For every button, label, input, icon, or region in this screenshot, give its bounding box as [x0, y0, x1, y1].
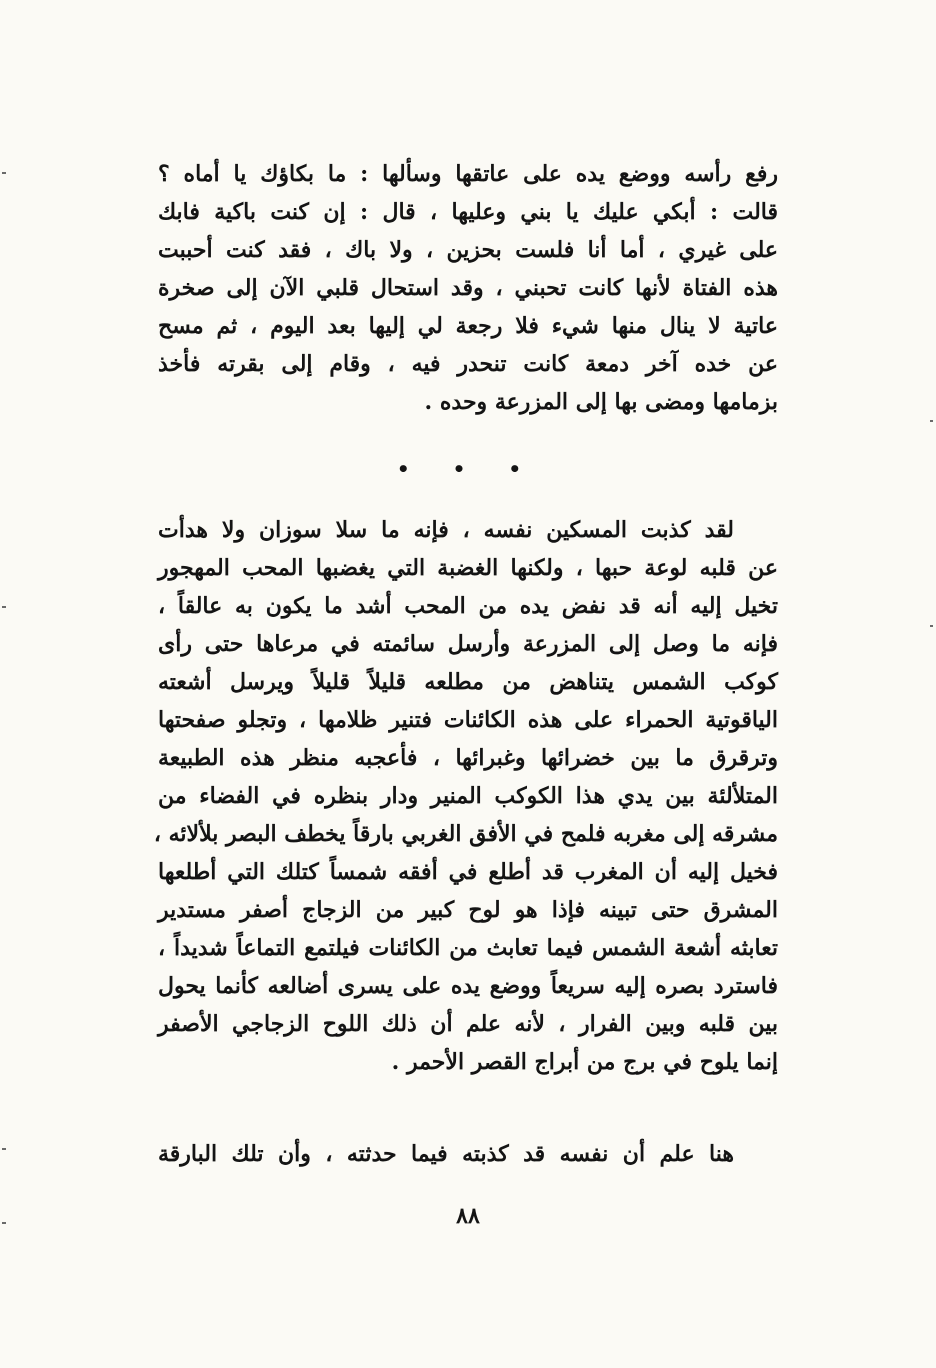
- text-line: إنما يلوح في برج من أبراج القصر الأحمر .: [391, 1049, 778, 1075]
- scan-speck: [2, 606, 6, 608]
- page-number: ٨٨: [456, 1203, 480, 1229]
- text-line: فاسترد بصره إليه سريعاً ووضع يده على يسرى أضالعه كأنما يحول: [158, 973, 778, 999]
- text-line: عاتية لا ينال منها شيء فلا رجعة لي إليها بعد اليوم ، ثم مسح: [158, 313, 778, 339]
- text-line: تخيل إليه أنه قد نفض يده من المحب أشد ما يكون به عالقاً ،: [158, 593, 778, 619]
- text-line: على غيري ، أما أنا فلست بحزين ، ولا باك ، فقد كنت أحببت: [158, 237, 778, 263]
- scan-speck: [2, 1148, 6, 1150]
- text-line: بزمامها ومضى بها إلى المزرعة وحده .: [424, 389, 778, 415]
- text-line: فإنه ما وصل إلى المزرعة وأرسل سائمته في مرعاها حتى رأى: [158, 631, 778, 657]
- text-line: هنا علم أن نفسه قد كذبته فيما حدثته ، وأن تلك البارقة: [158, 1141, 734, 1167]
- paragraph-2: [153, 511, 778, 1081]
- text-line: مشرقه إلى مغربه فلمح في الأفق الغربي بارقاً يخطف البصر بلألائه ،: [153, 821, 778, 847]
- text-line: كوكب الشمس يتناهض من مطلعه قليلاً قليلاً ويرسل أشعته: [158, 669, 778, 695]
- text-line: تعابثه أشعة الشمس فيما تعابث من الكائنات فيلتمع التماعاً شديداً ،: [158, 935, 778, 961]
- scan-speck: [930, 420, 933, 422]
- scan-speck: [930, 625, 933, 627]
- text-line: المتلألئة بين يدي هذا الكوكب المنير ودار بنظره في الفضاء من: [158, 783, 778, 809]
- text-line: فخيل إليه أن المغرب قد أطلع في أفقه شمساً كتلك التي أطلعها: [158, 859, 778, 885]
- scan-speck: [2, 1222, 6, 1224]
- text-line: رفع رأسه ووضع يده على عاتقها وسألها : ما بكاؤك يا أماه ؟: [158, 161, 778, 187]
- text-line: الياقوتية الحمراء على هذه الكائنات فتنير ظلامها ، وتجلو صفحتها: [158, 707, 778, 733]
- text-line: المشرق حتى تبينه فإذا هو لوح كبير من الزجاج أصفر مستدير: [158, 897, 778, 923]
- text-line: قالت : أبكي عليك يا بني وعليها ، قال : إن كنت باكية فابك: [158, 199, 778, 225]
- scan-speck: [2, 172, 6, 174]
- text-line: لقد كذبت المسكين نفسه ، فإنه ما سلا سوزان ولا هدأت: [158, 517, 734, 543]
- section-separator: • • •: [396, 457, 540, 481]
- text-line: عن قلبه لوعة حبها ، ولكنها الغضبة التي يغضبها المحب المهجور: [158, 555, 778, 581]
- paragraph-3: [158, 1135, 778, 1173]
- text-line: بين قلبه وبين الفرار ، لأنه علم أن ذلك اللوح الزجاجي الأصفر: [158, 1011, 778, 1037]
- text-line: وترقرق ما بين خضرائها وغبرائها ، فأعجبه منظر هذه الطبيعة: [158, 745, 778, 771]
- text-line: عن خده آخر دمعة كانت تنحدر فيه ، وقام إلى بقرته فأخذ: [158, 351, 778, 377]
- text-line: هذه الفتاة لأنها كانت تحبني ، وقد استحال قلبي الآن إلى صخرة: [158, 275, 778, 301]
- paragraph-1: [158, 155, 778, 421]
